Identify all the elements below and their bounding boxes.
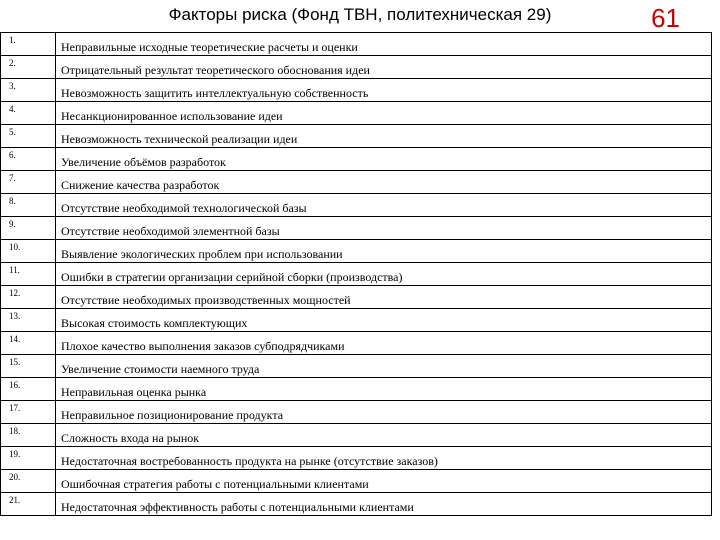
- row-number: 14.: [1, 332, 56, 355]
- risk-text: Неправильная оценка рынка: [56, 378, 712, 401]
- row-number: 5.: [1, 125, 56, 148]
- table-row: [1, 240, 712, 263]
- row-number: 20.: [1, 470, 56, 493]
- table-row: [1, 194, 712, 217]
- table-row: [1, 217, 712, 240]
- table-row: [1, 332, 712, 355]
- row-number: 18.: [1, 424, 56, 447]
- risk-text: Ошибки в стратегии организации серийной сборки (производства): [56, 263, 712, 286]
- table-row: [1, 79, 712, 102]
- risk-text: Сложность входа на рынок: [56, 424, 712, 447]
- row-number: 8.: [1, 194, 56, 217]
- risk-text: Плохое качество выполнения заказов субподрядчиками: [56, 332, 712, 355]
- risk-text: Отсутствие необходимой технологической базы: [56, 194, 712, 217]
- row-number: 3.: [1, 79, 56, 102]
- table-row: [1, 424, 712, 447]
- table-row: [1, 171, 712, 194]
- risk-text: Неправильные исходные теоретические расчеты и оценки: [56, 33, 712, 56]
- row-number: 11.: [1, 263, 56, 286]
- table-row: [1, 286, 712, 309]
- risk-factors-table: [0, 32, 712, 516]
- row-number: 16.: [1, 378, 56, 401]
- page-number: 61: [651, 3, 680, 33]
- risk-text: Невозможность защитить интеллектуальную собственность: [56, 79, 712, 102]
- risk-text: Недостаточная востребованность продукта на рынке (отсутствие заказов): [56, 447, 712, 470]
- risk-text: Невозможность технической реализации идеи: [56, 125, 712, 148]
- risk-text: Неправильное позиционирование продукта: [56, 401, 712, 424]
- risk-text: Отсутствие необходимых производственных мощностей: [56, 286, 712, 309]
- table-row: [1, 470, 712, 493]
- risk-text: Недостаточная эффективность работы с потенциальными клиентами: [56, 493, 712, 516]
- table-row: [1, 355, 712, 378]
- table-row: [1, 148, 712, 171]
- table-row: [1, 493, 712, 516]
- risk-text: Увеличение стоимости наемного труда: [56, 355, 712, 378]
- row-number: 10.: [1, 240, 56, 263]
- risk-text: Высокая стоимость комплектующих: [56, 309, 712, 332]
- row-number: 13.: [1, 309, 56, 332]
- risk-text: Увеличение объёмов разработок: [56, 148, 712, 171]
- risk-text: Выявление экологических проблем при использовании: [56, 240, 712, 263]
- table-row: [1, 447, 712, 470]
- row-number: 15.: [1, 355, 56, 378]
- risk-text: Несанкционированное использование идеи: [56, 102, 712, 125]
- row-number: 19.: [1, 447, 56, 470]
- row-number: 21.: [1, 493, 56, 516]
- risk-text: Ошибочная стратегия работы с потенциальными клиентами: [56, 470, 712, 493]
- table-row: [1, 378, 712, 401]
- row-number: 17.: [1, 401, 56, 424]
- risk-table-body: [1, 33, 712, 516]
- table-row: [1, 56, 712, 79]
- row-number: 9.: [1, 217, 56, 240]
- row-number: 7.: [1, 171, 56, 194]
- risk-text: Отрицательный результат теоретического обоснования идеи: [56, 56, 712, 79]
- table-row: [1, 263, 712, 286]
- table-row: [1, 102, 712, 125]
- row-number: 4.: [1, 102, 56, 125]
- risk-text: Снижение качества разработок: [56, 171, 712, 194]
- table-row: [1, 33, 712, 56]
- table-row: [1, 309, 712, 332]
- row-number: 6.: [1, 148, 56, 171]
- page-title: Факторы риска (Фонд ТВН, политехническая 29): [168, 5, 552, 24]
- row-number: 12.: [1, 286, 56, 309]
- table-row: [1, 401, 712, 424]
- table-row: [1, 125, 712, 148]
- row-number: 2.: [1, 56, 56, 79]
- row-number: 1.: [1, 33, 56, 56]
- risk-text: Отсутствие необходимой элементной базы: [56, 217, 712, 240]
